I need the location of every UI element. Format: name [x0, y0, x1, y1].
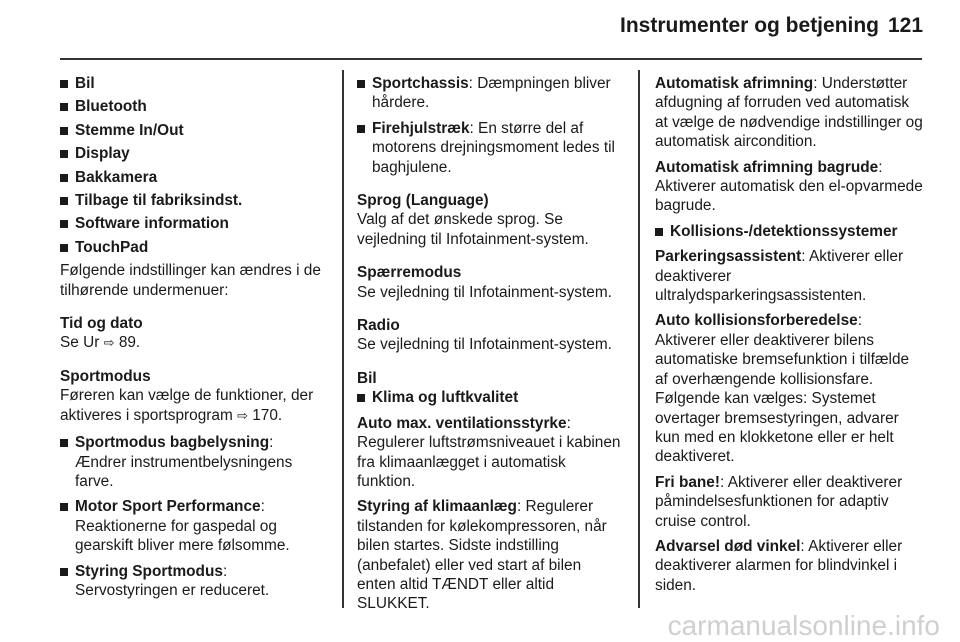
sub-item: Advarsel død vinkel: Aktiverer eller deaktiverer alarmen for blindvinkel i siden.	[655, 537, 903, 594]
bullet-square-icon	[60, 197, 68, 205]
section-heading: Tid og dato	[60, 315, 143, 333]
list-item: Sportmodus bagbelysning: Ændrer instrumentbelysningens farve.	[60, 433, 326, 491]
section-text: Se Ur ⇨ 89.	[60, 334, 141, 352]
page-ref[interactable]: 89.	[118, 334, 141, 352]
list-item: Motor Sport Performance: Reaktionerne for gaspedal og gearskift bliver mere følsomme.	[60, 497, 326, 555]
menu-item: Software information	[60, 214, 326, 233]
menu-item: Stemme In/Out	[60, 121, 326, 140]
page-ref-arrow-icon: ⇨	[237, 407, 248, 423]
page-ref[interactable]: 170.	[252, 406, 283, 424]
bullet-square-icon	[60, 503, 68, 511]
bullet-square-icon	[60, 568, 68, 576]
section-heading: Bil	[357, 369, 377, 387]
bullet-square-icon	[357, 80, 365, 88]
section-heading: Sprog (Language)	[357, 192, 489, 210]
watermark: carmanualsonline.info	[667, 610, 940, 641]
list-item: Sportchassis: Dæmpningen bliver hårdere.	[357, 74, 622, 113]
menu-item: Display	[60, 144, 326, 163]
list-item: Firehjulstræk: En større del af motorens drejningsmoment ledes til baghjulene.	[357, 119, 622, 177]
menu-list	[60, 74, 326, 257]
column-1	[60, 74, 326, 600]
bullet-square-icon	[60, 174, 68, 182]
bullet-square-icon	[60, 103, 68, 111]
menu-item: Bakkamera	[60, 168, 326, 187]
bullet-square-icon	[60, 220, 68, 228]
intro-text: Følgende indstillinger kan ændres i de tilhørende undermenuer:	[60, 262, 321, 299]
section-heading: Radio	[357, 317, 400, 335]
sub-item: Styring af klimaanlæg: Regulerer tilstanden for kølekompressoren, når bilen startes. Sidste indstilling (anbefalet) eller ved start af bilen enten altid TÆNDT eller altid SLUKKET.	[357, 498, 607, 613]
sub-item: Auto max. ventilationsstyrke: Regulerer luftstrømsniveauet i kabinen fra klimaanlægget i automatisk funktion.	[357, 414, 621, 490]
sub-item: Parkeringsassistent: Aktiverer eller deaktiverer ultralydsparkeringsassistenten.	[655, 248, 904, 305]
list-item: Kollisions-/detektionssystemer	[655, 222, 925, 241]
bullet-square-icon	[60, 80, 68, 88]
page-header-title: Instrumenter og betjening	[620, 14, 880, 37]
column-divider-1	[342, 70, 344, 608]
menu-item: Bluetooth	[60, 97, 326, 116]
menu-item: Tilbage til fabriksindst.	[60, 191, 326, 210]
menu-item: Bil	[60, 74, 326, 93]
sub-item: Automatisk afrimning bagrude: Aktiverer automatisk den el-opvarmede bagrude.	[655, 158, 923, 215]
sub-item: Fri bane!: Aktiverer eller deaktiverer påmindelsesfunktionen for adaptiv cruise control.	[655, 473, 903, 530]
section-text: Se vejledning til Infotainment-system.	[357, 336, 612, 354]
column-divider-2	[638, 70, 640, 608]
section-text: Føreren kan vælge de funktioner, der aktiveres i sportsprogram ⇨ 170.	[60, 387, 314, 424]
sub-item: Automatisk afrimning: Understøtter afdugning af forruden ved automatisk at vælge de nødvendige indstillinger og automatisk aircondition.	[655, 75, 923, 151]
section-text: Valg af det ønskede sprog. Se vejledning til Infotainment-system.	[357, 211, 589, 248]
bullet-square-icon	[655, 228, 663, 236]
section-text: Se vejledning til Infotainment-system.	[357, 283, 612, 301]
bullet-square-icon	[60, 244, 68, 252]
bullet-square-icon	[357, 125, 365, 133]
bullet-square-icon	[60, 439, 68, 447]
column-3	[655, 74, 925, 595]
sub-item: Auto kollisionsforberedelse: Aktiverer eller deaktiverer bilens automatiske bremsefunktion i tilfælde af overhængende kollisionsfare. Følgende kan vælges: Systemet overtager bremsestyringen, advarer kun med en klokketone eller er helt deaktiveret.	[655, 312, 910, 466]
column-2	[357, 74, 622, 614]
bullet-square-icon	[60, 127, 68, 135]
section-heading: Sportmodus	[60, 367, 151, 385]
section-heading: Spærremodus	[357, 264, 462, 282]
page-ref-arrow-icon: ⇨	[103, 335, 115, 351]
bullet-square-icon	[357, 394, 365, 402]
bullet-square-icon	[60, 150, 68, 158]
list-item: Styring Sportmodus: Servostyringen er reduceret.	[60, 562, 326, 601]
list-item: Klima og luftkvalitet	[357, 388, 622, 407]
menu-item: TouchPad	[60, 238, 326, 257]
header-divider	[60, 58, 922, 60]
page-number: 121	[888, 14, 924, 37]
